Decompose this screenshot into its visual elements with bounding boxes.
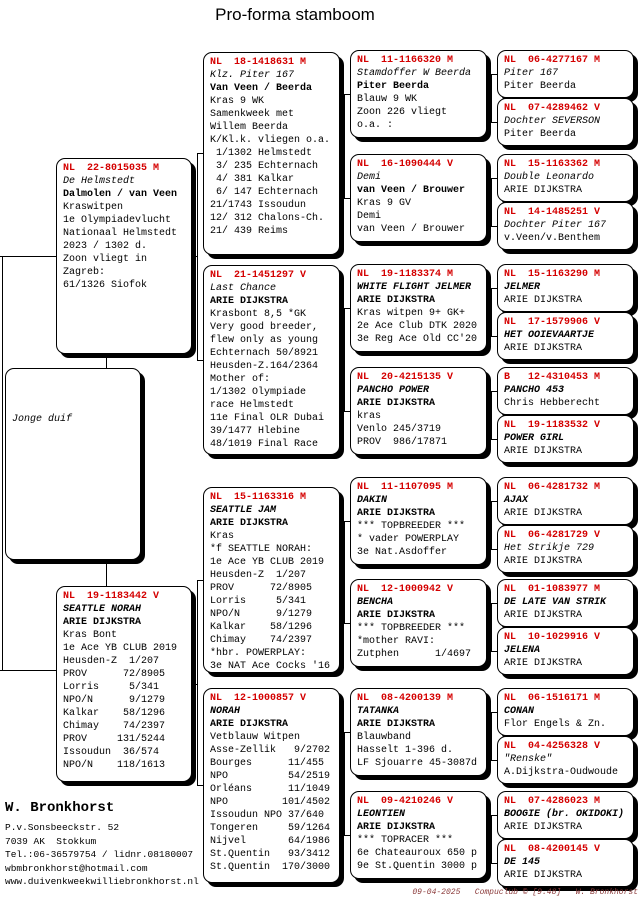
pedigree-line: Kras Bont: [63, 630, 118, 641]
pedigree-line: *** TOPRACER ***: [357, 835, 454, 846]
pedigree-line: ARIE DIJKSTRA: [504, 508, 583, 519]
pedigree-line: NPO 54/2519: [210, 771, 331, 782]
pedigree-line: Piter Beerda: [357, 81, 430, 92]
pedigree-box-gggp-16: [497, 839, 634, 887]
pedigree-line: 3/ 235 Echternach: [210, 161, 319, 172]
pedigree-box-gggp-14: [497, 736, 634, 784]
pedigree-line: 2e Ace Club DTK 2020: [357, 321, 478, 332]
bird-name: CONAN: [504, 706, 535, 717]
connector-line: [491, 712, 492, 761]
pedigree-box-gggp-6: [497, 312, 634, 360]
pedigree-line: Kras witpen 9+ GK+: [357, 308, 466, 319]
connector-line: [0, 256, 56, 257]
pedigree-line: 2023 / 1302 d.: [63, 241, 148, 252]
ring-number: B 12-4310453 M: [504, 372, 601, 383]
pedigree-line: 1e Ace YB CLUB 2019: [210, 557, 325, 568]
pedigree-line: o.a. :: [357, 120, 394, 131]
pedigree-box-ggp-5: [350, 477, 487, 565]
pedigree-box-gggp-8: [497, 415, 634, 463]
pedigree-box-gggp-12: [497, 627, 634, 675]
connector-line: [344, 308, 345, 412]
bird-name: Dochter Piter 167: [504, 220, 607, 231]
bird-name: SEATTLE NORAH: [63, 604, 142, 615]
bird-name: Stamdoffer W Beerda: [357, 68, 472, 79]
pedigree-line: v.Veen/v.Benthem: [504, 233, 601, 244]
connector-line: [197, 153, 198, 361]
pedigree-line: *** TOPBREEDER ***: [357, 623, 466, 634]
bird-name: AJAX: [504, 495, 529, 506]
pedigree-line: ARIE DIJKSTRA: [504, 446, 583, 457]
pedigree-line: Echternach 50/8921: [210, 348, 319, 359]
owner-details: [5, 821, 199, 889]
pedigree-line: PROV 72/8905: [63, 669, 166, 680]
bird-name: DAKIN: [357, 495, 388, 506]
pedigree-line: Chimay 74/2397: [210, 635, 313, 646]
bird-name: "Renske": [504, 754, 553, 765]
owner-detail-line: www.duivenkweekwilliebronkhorst.nl: [5, 876, 199, 887]
bird-name: BOOGIE (br. OKIDOKI): [504, 809, 625, 820]
pedigree-line: Mother of:: [210, 374, 271, 385]
pedigree-line: Lorris 5/341: [63, 682, 160, 693]
bird-name: De Helmstedt: [63, 176, 136, 187]
ring-number: NL 01-1083977 M: [504, 584, 601, 595]
ring-number: NL 12-1000942 V: [357, 584, 454, 595]
pedigree-line: Dalmolen / van Veen: [63, 189, 178, 200]
pedigree-line: 1/1302 Olympiade: [210, 387, 307, 398]
connector-line: [344, 94, 345, 199]
bird-name: Dochter SEVERSON: [504, 116, 601, 127]
pedigree-line: race Helmstedt: [210, 400, 295, 411]
pedigree-line: 11e Final OLR Dubai: [210, 413, 325, 424]
bird-name: TATANKA: [357, 706, 400, 717]
pedigree-line: Van Veen / Beerda: [210, 83, 313, 94]
connector-line: [491, 74, 492, 123]
ring-number: NL 19-1183532 V: [504, 420, 601, 431]
bird-name: SEATTLE JAM: [210, 505, 277, 516]
pedigree-box-gp-1: [203, 52, 340, 255]
pedigree-line: 4/ 381 Kalkar: [210, 174, 295, 185]
pedigree-line: Kalkar 58/1296: [63, 708, 166, 719]
pedigree-line: PROV 131/5244: [63, 734, 166, 745]
connector-line: [491, 501, 492, 550]
ring-number: NL 11-1166320 M: [357, 55, 454, 66]
owner-detail-line: wbmbronkhorst@hotmail.com: [5, 862, 148, 874]
pedigree-box-gp-4: [203, 688, 340, 883]
pedigree-line: ARIE DIJKSTRA: [504, 295, 583, 306]
bird-name: DE 145: [504, 857, 541, 868]
connector-line: [344, 521, 345, 624]
ring-number: NL 06-4277167 M: [504, 55, 601, 66]
pedigree-line: 3e NAT Ace Cocks '16: [210, 661, 331, 672]
pedigree-box-gggp-10: [497, 525, 634, 573]
pedigree-line: Zoon vliegt in: [63, 254, 148, 265]
pedigree-line: 6e Chateauroux 650 p: [357, 848, 478, 859]
pedigree-line: van Veen / Brouwer: [357, 185, 466, 196]
pedigree-line: ARIE DIJKSTRA: [357, 398, 436, 409]
owner-detail-line: P.v.Sonsbeeckstr. 52: [5, 822, 120, 833]
pedigree-line: Venlo 245/3719: [357, 424, 442, 435]
pedigree-line: Piter Beerda: [504, 129, 577, 140]
pedigree-box-gp-3: [203, 487, 340, 673]
bird-name: Het Strikje 729: [504, 543, 595, 554]
pedigree-box-ggp-8: [350, 791, 487, 879]
pedigree-line: PROV 986/17871: [357, 437, 448, 448]
pedigree-box-ggp-2: [350, 154, 487, 242]
owner-detail-line: Tel.:06-36579754 / lidnr.08180007: [5, 849, 194, 860]
ring-number: NL 04-4256328 V: [504, 741, 601, 752]
pedigree-box-gggp-2: [497, 98, 634, 146]
pedigree-line: ARIE DIJKSTRA: [504, 185, 583, 196]
connector-line: [106, 560, 107, 586]
pedigree-line: Nijvel 64/1986: [210, 836, 331, 847]
pedigree-line: 61/1326 Siofok: [63, 280, 148, 291]
bird-name: Klz. Piter 167: [210, 70, 295, 81]
pedigree-line: Very good breeder,: [210, 322, 319, 333]
pedigree-line: Kalkar 58/1296: [210, 622, 313, 633]
bird-name: DE LATE VAN STRIK: [504, 597, 607, 608]
pedigree-line: Demi: [357, 211, 382, 222]
pedigree-line: Flor Engels & Zn.: [504, 719, 607, 730]
pedigree-line: Heusden-Z.164/2364: [210, 361, 319, 372]
bird-name: PANCHO 453: [504, 385, 565, 396]
pedigree-box-gggp-9: [497, 477, 634, 525]
pedigree-line: Tongeren 59/1264: [210, 823, 331, 834]
pedigree-line: 12/ 312 Chalons-Ch.: [210, 213, 325, 224]
ring-number: NL 17-1579906 V: [504, 317, 601, 328]
connector-line: [491, 391, 492, 440]
connector-line: [106, 354, 107, 368]
connector-line: [491, 815, 492, 864]
pedigree-line: Lorris 5/341: [210, 596, 307, 607]
ring-number: NL 21-1451297 V: [210, 270, 307, 281]
pedigree-line: ARIE DIJKSTRA: [504, 870, 583, 881]
pedigree-line: ARIE DIJKSTRA: [63, 617, 142, 628]
pedigree-line: St.Quentin 170/3000: [210, 862, 331, 873]
bird-name: Piter 167: [504, 68, 559, 79]
pedigree-line: NPO/N 9/1279: [210, 609, 313, 620]
pedigree-line: *** TOPBREEDER ***: [357, 521, 466, 532]
pedigree-line: NPO/N 118/1613: [63, 760, 166, 771]
pedigree-line: 1/1302 Helmstedt: [210, 148, 313, 159]
pedigree-line: 3e Reg Ace Old CC'20: [357, 334, 478, 345]
pedigree-line: 9e St.Quentin 3000 p: [357, 861, 478, 872]
ring-number: NL 08-4200139 M: [357, 693, 454, 704]
pedigree-line: NPO 101/4502: [210, 797, 331, 808]
ring-number: NL 16-1090444 V: [357, 159, 454, 170]
pedigree-line: Piter Beerda: [504, 81, 577, 92]
pedigree-box-gggp-7: [497, 367, 634, 415]
pedigree-box-gggp-15: [497, 791, 634, 839]
pedigree-line: Blauw 9 WK: [357, 94, 418, 105]
ring-number: NL 06-4281729 V: [504, 530, 601, 541]
bird-name: WHITE FLIGHT JELMER: [357, 282, 472, 293]
pedigree-box-ggp-4: [350, 367, 487, 455]
pedigree-line: van Veen / Brouwer: [357, 224, 466, 235]
connector-line: [491, 603, 492, 652]
pedigree-line: Hasselt 1-396 d.: [357, 745, 454, 756]
ring-number: NL 15-1163362 M: [504, 159, 601, 170]
pedigree-line: Kras 9 GV: [357, 198, 412, 209]
pedigree-line: Asse-Zellik 9/2702: [210, 745, 331, 756]
subject-label: Jonge duif: [12, 414, 73, 425]
pedigree-line: Zoon 226 vliegt: [357, 107, 448, 118]
bird-name: HET OOIEVAARTJE: [504, 330, 595, 341]
pedigree-line: Issoudun NPO 37/640: [210, 810, 325, 821]
pedigree-line: ARIE DIJKSTRA: [504, 822, 583, 833]
pedigree-box-gggp-4: [497, 202, 634, 250]
bird-name: Double Leonardo: [504, 172, 595, 183]
pedigree-line: ARIE DIJKSTRA: [504, 556, 583, 567]
pedigree-line: Kras 9 WK: [210, 96, 265, 107]
pedigree-line: 39/1477 Hlebine: [210, 426, 301, 437]
connector-line: [491, 288, 492, 337]
pedigree-line: ARIE DIJKSTRA: [504, 658, 583, 669]
pedigree-line: Nationaal Helmstedt: [63, 228, 178, 239]
connector-line: [491, 178, 492, 227]
pedigree-line: Samenkweek met: [210, 109, 295, 120]
pedigree-line: ARIE DIJKSTRA: [210, 518, 289, 529]
pedigree-line: NPO/N 9/1279: [63, 695, 166, 706]
pedigree-box-ggp-1: [350, 50, 487, 138]
pedigree-line: ARIE DIJKSTRA: [210, 296, 289, 307]
ring-number: NL 07-4286023 M: [504, 796, 601, 807]
pedigree-line: Willem Beerda: [210, 122, 289, 133]
pedigree-line: *f SEATTLE NORAH:: [210, 544, 313, 555]
bird-name: LEONTIEN: [357, 809, 406, 820]
pedigree-box-gggp-11: [497, 579, 634, 627]
pedigree-line: ARIE DIJKSTRA: [357, 295, 436, 306]
pedigree-line: 21/1743 Issoudun: [210, 200, 307, 211]
pedigree-line: Zagreb:: [63, 267, 106, 278]
pedigree-line: Kras: [210, 531, 235, 542]
ring-number: NL 06-4281732 M: [504, 482, 601, 493]
pedigree-line: ARIE DIJKSTRA: [504, 610, 583, 621]
connector-line: [2, 256, 3, 671]
pedigree-line: ARIE DIJKSTRA: [357, 508, 436, 519]
ring-number: NL 12-1000857 V: [210, 693, 307, 704]
pedigree-line: Vetblauw Witpen: [210, 732, 301, 743]
ring-number: NL 19-1183442 V: [63, 591, 160, 602]
pedigree-box-dam: [56, 586, 192, 782]
pedigree-box-gggp-1: [497, 50, 634, 98]
pedigree-line: Orléans 11/1049: [210, 784, 331, 795]
pedigree-line: ARIE DIJKSTRA: [357, 610, 436, 621]
pedigree-line: 6/ 147 Echternach: [210, 187, 319, 198]
ring-number: NL 15-1163290 M: [504, 269, 601, 280]
pedigree-box-gggp-3: [497, 154, 634, 202]
pedigree-box-sire: [56, 158, 192, 354]
ring-number: NL 19-1183374 M: [357, 269, 454, 280]
ring-number: NL 09-4210246 V: [357, 796, 454, 807]
pedigree-line: K/Kl.k. vliegen o.a.: [210, 135, 331, 146]
bird-name: Demi: [357, 172, 382, 183]
bird-name: PANCHO POWER: [357, 385, 430, 396]
pedigree-box-subject: [5, 368, 141, 560]
pedigree-line: ARIE DIJKSTRA: [357, 719, 436, 730]
footer-credit: 09-04-2025 Compuclub © [9.48] W. Bronkhorst: [412, 888, 638, 897]
ring-number: NL 11-1107095 M: [357, 482, 454, 493]
pedigree-line: flew only as young: [210, 335, 319, 346]
pedigree-line: * vader POWERPLAY: [357, 534, 460, 545]
pedigree-line: Issoudun 36/574: [63, 747, 160, 758]
connector-line: [344, 732, 345, 836]
ring-number: NL 06-1516171 M: [504, 693, 601, 704]
pedigree-line: Blauwband: [357, 732, 412, 743]
pedigree-box-gp-2: [203, 265, 340, 455]
page-title: Pro-forma stamboom: [215, 5, 375, 24]
ring-number: NL 14-1485251 V: [504, 207, 601, 218]
pedigree-box-ggp-3: [350, 264, 487, 352]
ring-number: NL 22-8015035 M: [63, 163, 160, 174]
pedigree-line: ARIE DIJKSTRA: [504, 343, 583, 354]
ring-number: NL 20-4215135 V: [357, 372, 454, 383]
owner-block: [5, 800, 199, 889]
ring-number: NL 15-1163316 M: [210, 492, 307, 503]
connector-line: [0, 670, 56, 671]
owner-name: W. Bronkhorst: [5, 800, 115, 816]
pedigree-line: 3e Nat.Asdoffer: [357, 547, 448, 558]
pedigree-box-gggp-5: [497, 264, 634, 312]
pedigree-line: Heusden-Z 1/207: [210, 570, 307, 581]
pedigree-line: Bourges 11/455: [210, 758, 325, 769]
pedigree-line: Krasbont 8,5 *GK: [210, 309, 307, 320]
bird-name: POWER GIRL: [504, 433, 565, 444]
pedigree-line: 48/1019 Final Race: [210, 439, 319, 450]
pedigree-line: St.Quentin 93/3412: [210, 849, 331, 860]
pedigree-line: ARIE DIJKSTRA: [357, 822, 436, 833]
pedigree-line: 1e Olympiadevlucht: [63, 215, 172, 226]
pedigree-line: kras: [357, 411, 382, 422]
pedigree-line: 1e Ace YB CLUB 2019: [63, 643, 178, 654]
pedigree-line: Heusden-Z 1/207: [63, 656, 160, 667]
pedigree-box-gggp-13: [497, 688, 634, 736]
pedigree-line: Chimay 74/2397: [63, 721, 166, 732]
ring-number: NL 10-1029916 V: [504, 632, 601, 643]
bird-name: JELMER: [504, 282, 541, 293]
bird-name: Last Chance: [210, 283, 277, 294]
owner-detail-line: 7039 AK Stokkum: [5, 835, 97, 847]
ring-number: NL 18-1418631 M: [210, 57, 307, 68]
connector-line: [197, 580, 198, 786]
pedigree-line: 21/ 439 Reims: [210, 226, 289, 237]
pedigree-line: Kraswitpen: [63, 202, 124, 213]
ring-number: NL 08-4200145 V: [504, 844, 601, 855]
pedigree-line: *mother RAVI:: [357, 636, 436, 647]
pedigree-line: *hbr. POWERPLAY:: [210, 648, 307, 659]
pedigree-line: Chris Hebberecht: [504, 398, 601, 409]
bird-name: JELENA: [504, 645, 541, 656]
pedigree-line: PROV 72/8905: [210, 583, 313, 594]
ring-number: NL 07-4289462 V: [504, 103, 601, 114]
pedigree-line: ARIE DIJKSTRA: [210, 719, 289, 730]
pedigree-line: LF Sjouarre 45-3087d: [357, 758, 478, 769]
pedigree-box-ggp-7: [350, 688, 487, 776]
pedigree-line: A.Dijkstra-Oudwoude: [504, 767, 619, 778]
bird-name: BENCHA: [357, 597, 394, 608]
pedigree-box-ggp-6: [350, 579, 487, 667]
pedigree-line: Zutphen 1/4697: [357, 649, 472, 660]
bird-name: NORAH: [210, 706, 241, 717]
